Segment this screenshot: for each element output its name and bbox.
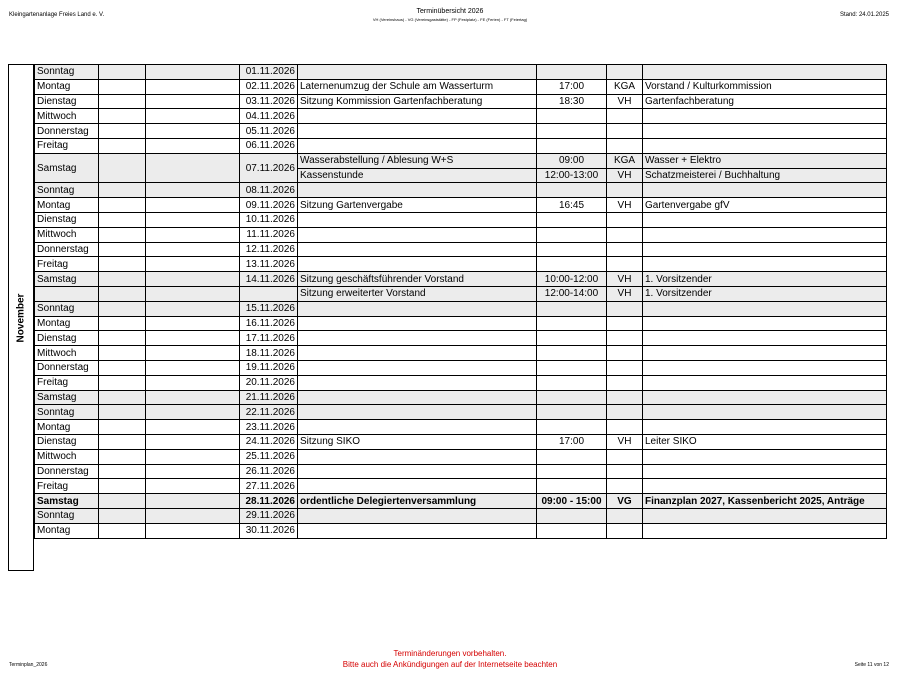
blank-cell: [146, 212, 240, 227]
responsible-cell: [643, 360, 887, 375]
responsible-cell: [643, 227, 887, 242]
location-cell: VH: [607, 434, 643, 449]
blank-cell: [99, 212, 146, 227]
blank-cell: [146, 242, 240, 257]
time-cell: [537, 212, 607, 227]
weekday-cell: Freitag: [35, 375, 99, 390]
weekday-cell: Sonntag: [35, 508, 99, 523]
time-cell: [537, 375, 607, 390]
blank-cell: [146, 138, 240, 153]
responsible-cell: [643, 523, 887, 538]
table-row: [35, 94, 887, 109]
blank-cell: [146, 227, 240, 242]
blank-cell: [99, 449, 146, 464]
time-cell: 16:45: [537, 198, 607, 213]
table-row: [35, 272, 887, 287]
table-row: [35, 346, 887, 361]
table-row: [35, 420, 887, 435]
date-cell: 27.11.2026: [240, 479, 298, 494]
event-cell: [298, 420, 537, 435]
blank-cell: [146, 301, 240, 316]
responsible-cell: [643, 257, 887, 272]
blank-cell: [99, 227, 146, 242]
event-cell: [298, 523, 537, 538]
event-cell: Sitzung geschäftsführender Vorstand: [298, 272, 537, 287]
event-cell: [298, 227, 537, 242]
weekday-cell: Montag: [35, 523, 99, 538]
weekday-cell: Donnerstag: [35, 124, 99, 139]
location-cell: VH: [607, 168, 643, 183]
table-row: [35, 153, 887, 168]
event-cell: [298, 346, 537, 361]
location-cell: [607, 242, 643, 257]
weekday-cell: Dienstag: [35, 94, 99, 109]
table-row: [35, 109, 887, 124]
date-cell: 02.11.2026: [240, 79, 298, 94]
event-cell: [298, 360, 537, 375]
time-cell: 18:30: [537, 94, 607, 109]
weekday-cell: [35, 286, 99, 301]
weekday-cell: Samstag: [35, 153, 99, 183]
weekday-cell: Samstag: [35, 390, 99, 405]
responsible-cell: Wasser + Elektro: [643, 153, 887, 168]
blank-cell: [146, 316, 240, 331]
table-row: [35, 331, 887, 346]
blank-cell: [99, 153, 146, 183]
event-cell: [298, 212, 537, 227]
table-row: [35, 479, 887, 494]
location-cell: [607, 316, 643, 331]
responsible-cell: [643, 464, 887, 479]
blank-cell: [146, 272, 240, 287]
weekday-cell: Samstag: [35, 494, 99, 509]
event-cell: ordentliche Delegiertenversammlung: [298, 494, 537, 509]
blank-cell: [99, 301, 146, 316]
page-title: Terminübersicht 2026: [416, 8, 484, 15]
date-cell: 01.11.2026: [240, 65, 298, 80]
table-row: [35, 301, 887, 316]
date-cell: 24.11.2026: [240, 434, 298, 449]
event-cell: [298, 124, 537, 139]
date-cell: 25.11.2026: [240, 449, 298, 464]
blank-cell: [99, 346, 146, 361]
date-cell: 19.11.2026: [240, 360, 298, 375]
blank-cell: [146, 508, 240, 523]
blank-cell: [146, 346, 240, 361]
time-cell: [537, 346, 607, 361]
time-cell: [537, 65, 607, 80]
event-cell: [298, 375, 537, 390]
responsible-cell: [643, 346, 887, 361]
schedule-table: [34, 64, 887, 539]
location-legend: VH (Vereinshaus) - VG (Vereinsgaststätte) - FP (Festplatz) - FE (Ferien) - FT (Feiertag): [372, 17, 528, 22]
event-cell: [298, 257, 537, 272]
location-cell: [607, 257, 643, 272]
table-row: [35, 434, 887, 449]
blank-cell: [99, 109, 146, 124]
location-cell: VH: [607, 272, 643, 287]
date-cell: 21.11.2026: [240, 390, 298, 405]
blank-cell: [99, 523, 146, 538]
table-row: [35, 390, 887, 405]
time-cell: 09:00: [537, 153, 607, 168]
blank-cell: [99, 65, 146, 80]
time-cell: 09:00 - 15:00: [537, 494, 607, 509]
table-row: [35, 449, 887, 464]
date-cell: 14.11.2026: [240, 272, 298, 287]
blank-cell: [146, 420, 240, 435]
blank-cell: [146, 198, 240, 213]
weekday-cell: Sonntag: [35, 65, 99, 80]
blank-cell: [99, 434, 146, 449]
event-cell: [298, 449, 537, 464]
event-cell: [298, 464, 537, 479]
footer-filename: Terminplan_2026: [9, 662, 48, 668]
table-row: [35, 65, 887, 80]
responsible-cell: Vorstand / Kulturkommission: [643, 79, 887, 94]
responsible-cell: [643, 375, 887, 390]
blank-cell: [99, 494, 146, 509]
responsible-cell: Gartenvergabe gfV: [643, 198, 887, 213]
table-row: [35, 242, 887, 257]
location-cell: [607, 449, 643, 464]
blank-cell: [146, 79, 240, 94]
footer-notice-line1: Terminänderungen vorbehalten.: [393, 649, 507, 658]
table-row: [35, 183, 887, 198]
time-cell: [537, 257, 607, 272]
date-cell: 16.11.2026: [240, 316, 298, 331]
time-cell: [537, 405, 607, 420]
blank-cell: [146, 375, 240, 390]
date-cell: 09.11.2026: [240, 198, 298, 213]
location-cell: [607, 523, 643, 538]
weekday-cell: Sonntag: [35, 183, 99, 198]
blank-cell: [146, 94, 240, 109]
event-cell: Sitzung SIKO: [298, 434, 537, 449]
footer-notice-line2: Bitte auch die Ankündigungen auf der Internetseite beachten: [342, 660, 558, 669]
weekday-cell: Montag: [35, 79, 99, 94]
blank-cell: [146, 464, 240, 479]
table-row: [35, 405, 887, 420]
responsible-cell: [643, 405, 887, 420]
blank-cell: [99, 479, 146, 494]
date-cell: 30.11.2026: [240, 523, 298, 538]
blank-cell: [146, 360, 240, 375]
location-cell: VH: [607, 286, 643, 301]
blank-cell: [99, 94, 146, 109]
date-cell: 12.11.2026: [240, 242, 298, 257]
blank-cell: [146, 405, 240, 420]
event-cell: [298, 183, 537, 198]
time-cell: [537, 242, 607, 257]
event-cell: Sitzung Kommission Gartenfachberatung: [298, 94, 537, 109]
event-cell: Laternenumzug der Schule am Wasserturm: [298, 79, 537, 94]
blank-cell: [99, 198, 146, 213]
time-cell: 10:00-12:00: [537, 272, 607, 287]
time-cell: [537, 523, 607, 538]
event-cell: [298, 508, 537, 523]
responsible-cell: Finanzplan 2027, Kassenbericht 2025, Anträge: [643, 494, 887, 509]
event-cell: Kassenstunde: [298, 168, 537, 183]
blank-cell: [99, 79, 146, 94]
date-cell: 28.11.2026: [240, 494, 298, 509]
blank-cell: [99, 124, 146, 139]
blank-cell: [146, 523, 240, 538]
table-row: [35, 198, 887, 213]
responsible-cell: [643, 508, 887, 523]
event-cell: Sitzung erweiterter Vorstand: [298, 286, 537, 301]
blank-cell: [99, 138, 146, 153]
blank-cell: [146, 494, 240, 509]
time-cell: [537, 109, 607, 124]
blank-cell: [146, 124, 240, 139]
responsible-cell: [643, 316, 887, 331]
date-cell: 26.11.2026: [240, 464, 298, 479]
table-row: [35, 79, 887, 94]
table-row: [35, 124, 887, 139]
location-cell: KGA: [607, 79, 643, 94]
blank-cell: [99, 183, 146, 198]
blank-cell: [146, 65, 240, 80]
date-cell: 17.11.2026: [240, 331, 298, 346]
blank-cell: [146, 390, 240, 405]
event-cell: [298, 479, 537, 494]
blank-cell: [99, 331, 146, 346]
blank-cell: [99, 405, 146, 420]
location-cell: [607, 227, 643, 242]
location-cell: [607, 212, 643, 227]
table-row: [35, 212, 887, 227]
schedule-body: [35, 65, 887, 539]
location-cell: [607, 301, 643, 316]
location-cell: [607, 405, 643, 420]
organization-name: Kleingartenanlage Freies Land e. V.: [9, 12, 105, 18]
month-cell: [8, 64, 34, 571]
location-cell: [607, 360, 643, 375]
responsible-cell: [643, 301, 887, 316]
table-row: [35, 286, 887, 301]
location-cell: VG: [607, 494, 643, 509]
responsible-cell: [643, 138, 887, 153]
date-cell: 18.11.2026: [240, 346, 298, 361]
event-cell: Sitzung Gartenvergabe: [298, 198, 537, 213]
weekday-cell: Dienstag: [35, 212, 99, 227]
weekday-cell: Montag: [35, 420, 99, 435]
table-row: [35, 138, 887, 153]
table-row: [35, 523, 887, 538]
location-cell: VH: [607, 198, 643, 213]
weekday-cell: Montag: [35, 316, 99, 331]
time-cell: [537, 420, 607, 435]
blank-cell: [99, 360, 146, 375]
blank-cell: [99, 375, 146, 390]
table-row: [35, 494, 887, 509]
footer-notice: [250, 648, 650, 670]
event-cell: [298, 390, 537, 405]
blank-cell: [99, 316, 146, 331]
event-cell: [298, 138, 537, 153]
blank-cell: [99, 508, 146, 523]
blank-cell: [99, 390, 146, 405]
responsible-cell: [643, 109, 887, 124]
event-cell: [298, 405, 537, 420]
responsible-cell: [643, 183, 887, 198]
time-cell: 12:00-13:00: [537, 168, 607, 183]
blank-cell: [99, 272, 146, 287]
table-row: [35, 464, 887, 479]
time-cell: [537, 464, 607, 479]
time-cell: [537, 124, 607, 139]
event-cell: [298, 242, 537, 257]
weekday-cell: Sonntag: [35, 301, 99, 316]
date-cell: 07.11.2026: [240, 153, 298, 183]
location-cell: [607, 65, 643, 80]
responsible-cell: [643, 331, 887, 346]
blank-cell: [146, 434, 240, 449]
weekday-cell: Sonntag: [35, 405, 99, 420]
weekday-cell: Mittwoch: [35, 449, 99, 464]
location-cell: [607, 420, 643, 435]
blank-cell: [146, 331, 240, 346]
time-cell: [537, 508, 607, 523]
weekday-cell: Samstag: [35, 272, 99, 287]
responsible-cell: Leiter SIKO: [643, 434, 887, 449]
blank-cell: [146, 449, 240, 464]
blank-cell: [146, 153, 240, 183]
location-cell: [607, 390, 643, 405]
location-cell: [607, 346, 643, 361]
date-cell: 08.11.2026: [240, 183, 298, 198]
table-row: [35, 316, 887, 331]
weekday-cell: Dienstag: [35, 434, 99, 449]
date-cell: 10.11.2026: [240, 212, 298, 227]
date-cell: 13.11.2026: [240, 257, 298, 272]
event-cell: [298, 331, 537, 346]
date-cell: 15.11.2026: [240, 301, 298, 316]
weekday-cell: Donnerstag: [35, 464, 99, 479]
date-cell: 04.11.2026: [240, 109, 298, 124]
weekday-cell: Donnerstag: [35, 360, 99, 375]
time-cell: 17:00: [537, 434, 607, 449]
date-cell: 05.11.2026: [240, 124, 298, 139]
blank-cell: [99, 420, 146, 435]
stand-date: Stand: 24.01.2025: [839, 12, 889, 18]
location-cell: [607, 124, 643, 139]
responsible-cell: [643, 212, 887, 227]
date-cell: 20.11.2026: [240, 375, 298, 390]
time-cell: [537, 316, 607, 331]
event-cell: [298, 109, 537, 124]
location-cell: [607, 109, 643, 124]
table-row: [35, 375, 887, 390]
event-cell: [298, 316, 537, 331]
location-cell: [607, 375, 643, 390]
responsible-cell: [643, 479, 887, 494]
time-cell: 12:00-14:00: [537, 286, 607, 301]
date-cell: 06.11.2026: [240, 138, 298, 153]
responsible-cell: [643, 420, 887, 435]
time-cell: [537, 390, 607, 405]
location-cell: VH: [607, 94, 643, 109]
page-header: [250, 8, 650, 22]
blank-cell: [99, 242, 146, 257]
time-cell: [537, 227, 607, 242]
responsible-cell: [643, 242, 887, 257]
time-cell: [537, 138, 607, 153]
blank-cell: [146, 109, 240, 124]
location-cell: [607, 183, 643, 198]
weekday-cell: Mittwoch: [35, 346, 99, 361]
weekday-cell: Dienstag: [35, 331, 99, 346]
responsible-cell: Gartenfachberatung: [643, 94, 887, 109]
date-cell: 23.11.2026: [240, 420, 298, 435]
blank-cell: [146, 286, 240, 301]
blank-cell: [146, 257, 240, 272]
weekday-cell: Mittwoch: [35, 109, 99, 124]
time-cell: [537, 301, 607, 316]
event-cell: [298, 65, 537, 80]
responsible-cell: [643, 390, 887, 405]
responsible-cell: 1. Vorsitzender: [643, 272, 887, 287]
month-label: November: [15, 293, 27, 342]
location-cell: [607, 331, 643, 346]
responsible-cell: Schatzmeisterei / Buchhaltung: [643, 168, 887, 183]
location-cell: [607, 138, 643, 153]
weekday-cell: Montag: [35, 198, 99, 213]
time-cell: 17:00: [537, 79, 607, 94]
responsible-cell: 1. Vorsitzender: [643, 286, 887, 301]
location-cell: KGA: [607, 153, 643, 168]
table-row: [35, 360, 887, 375]
date-cell: [240, 286, 298, 301]
weekday-cell: Mittwoch: [35, 227, 99, 242]
responsible-cell: [643, 449, 887, 464]
date-cell: 11.11.2026: [240, 227, 298, 242]
table-row: [35, 227, 887, 242]
date-cell: 03.11.2026: [240, 94, 298, 109]
time-cell: [537, 449, 607, 464]
date-cell: 29.11.2026: [240, 508, 298, 523]
time-cell: [537, 360, 607, 375]
time-cell: [537, 183, 607, 198]
blank-cell: [146, 183, 240, 198]
event-cell: [298, 301, 537, 316]
weekday-cell: Freitag: [35, 479, 99, 494]
page-number: Seite 11 von 12: [854, 662, 889, 668]
location-cell: [607, 464, 643, 479]
time-cell: [537, 331, 607, 346]
responsible-cell: [643, 65, 887, 80]
blank-cell: [99, 464, 146, 479]
weekday-cell: Freitag: [35, 257, 99, 272]
table-row: [35, 508, 887, 523]
blank-cell: [99, 257, 146, 272]
blank-cell: [99, 286, 146, 301]
location-cell: [607, 508, 643, 523]
location-cell: [607, 479, 643, 494]
responsible-cell: [643, 124, 887, 139]
blank-cell: [146, 479, 240, 494]
table-row: [35, 257, 887, 272]
event-cell: Wasserabstellung / Ablesung W+S: [298, 153, 537, 168]
time-cell: [537, 479, 607, 494]
weekday-cell: Donnerstag: [35, 242, 99, 257]
date-cell: 22.11.2026: [240, 405, 298, 420]
weekday-cell: Freitag: [35, 138, 99, 153]
